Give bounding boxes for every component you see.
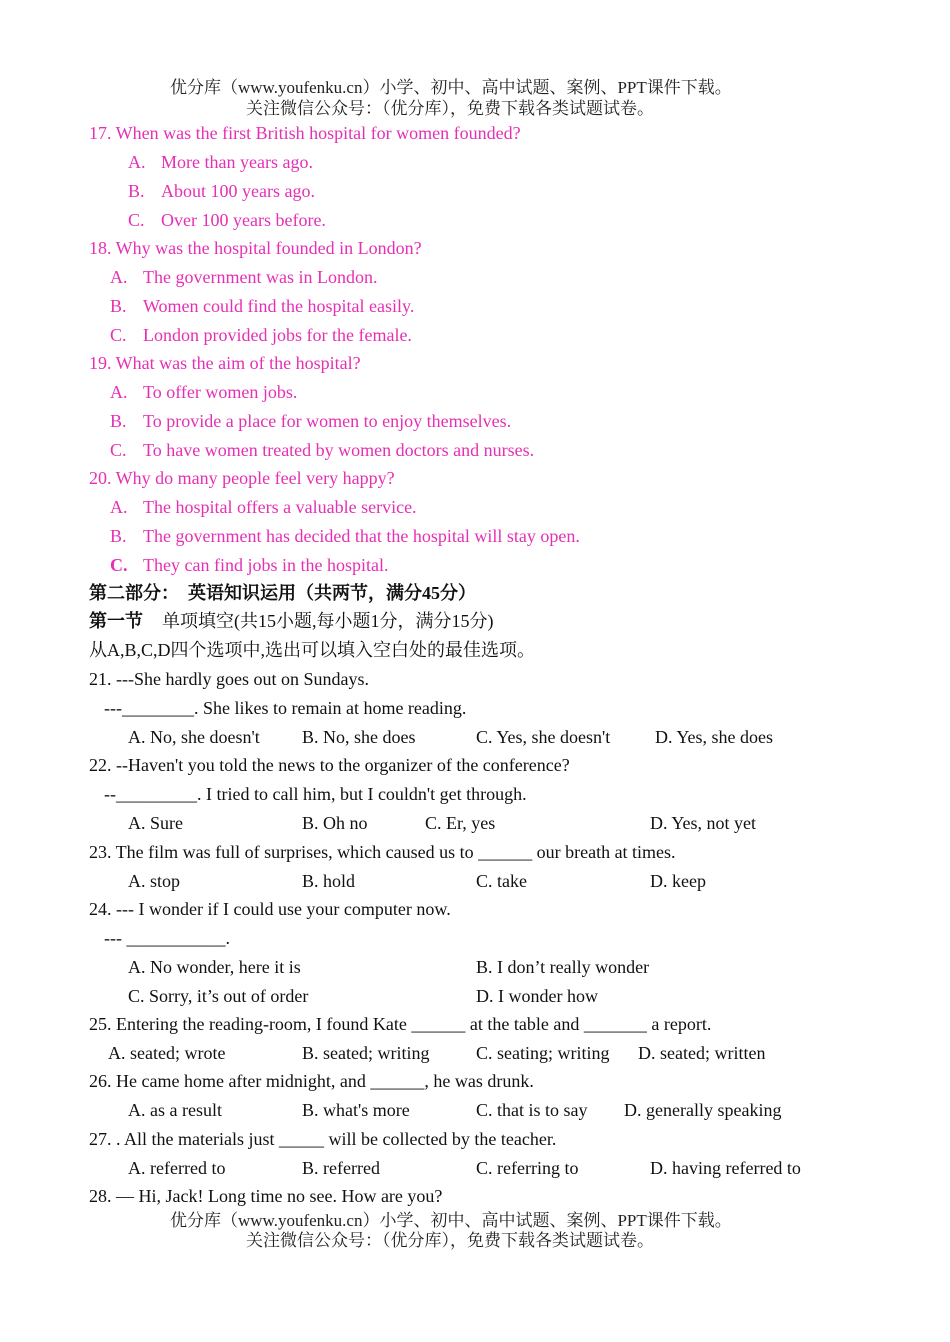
- q18-option-a-letter: A.: [110, 267, 128, 287]
- q24-option-a: A. No wonder, here it is: [128, 957, 301, 977]
- q20-option-b: The government has decided that the hospital will stay open.: [143, 526, 580, 546]
- q26-option-c: C. that is to say: [476, 1100, 588, 1120]
- footer-line-2: 关注微信公众号：（优分库），免费下载各类试题试卷。: [246, 1231, 654, 1250]
- q26-option-a: A. as a result: [128, 1100, 222, 1120]
- question-19-stem: 19. What was the aim of the hospital?: [89, 353, 361, 373]
- q18-option-c: London provided jobs for the female.: [143, 325, 412, 345]
- q25-option-a: A. seated; wrote: [108, 1043, 226, 1063]
- q27-option-c: C. referring to: [476, 1158, 579, 1178]
- q17-option-b: About 100 years ago.: [161, 181, 315, 201]
- q22-option-d: D. Yes, not yet: [650, 813, 757, 833]
- q23-option-b: B. hold: [302, 871, 356, 891]
- q23-option-a: A. stop: [128, 871, 181, 891]
- q19-option-b: To provide a place for women to enjoy themselves.: [143, 411, 512, 431]
- q25-option-d: D. seated; written: [638, 1043, 766, 1063]
- q20-option-c: They can find jobs in the hospital.: [143, 555, 389, 575]
- q21-option-a: A. No, she doesn't: [128, 727, 260, 747]
- question-18-stem: 18. Why was the hospital founded in London?: [89, 238, 422, 258]
- q23-option-d: D. keep: [650, 871, 706, 891]
- section-1-description: 单项填空(共15小题,每小题1分，满分15分): [162, 611, 494, 631]
- q17-option-b-letter: B.: [128, 181, 145, 201]
- header-line-1: 优分库（www.youfenku.cn）小学、初中、高中试题、案例、PPT课件下载。: [170, 78, 732, 97]
- part-2-title: 第二部分： 英语知识运用（共两节，满分45分）: [89, 583, 476, 603]
- q19-option-c-letter: C.: [110, 440, 127, 460]
- q19-option-a-letter: A.: [110, 382, 128, 402]
- section-instruction: 从A,B,C,D四个选项中,选出可以填入空白处的最佳选项。: [89, 640, 536, 660]
- q24-option-b: B. I don’t really wonder: [476, 957, 650, 977]
- q20-option-c-letter: C.: [110, 555, 128, 575]
- q27-option-b: B. referred: [302, 1158, 380, 1178]
- q25-option-b: B. seated; writing: [302, 1043, 430, 1063]
- question-28-stem: 28. — Hi, Jack! Long time no see. How are you?: [89, 1186, 443, 1206]
- q22-option-a: A. Sure: [128, 813, 183, 833]
- q19-option-c: To have women treated by women doctors and nurses.: [143, 440, 535, 460]
- q17-option-a-letter: A.: [128, 152, 146, 172]
- q25-option-c: C. seating; writing: [476, 1043, 610, 1063]
- q18-option-b-letter: B.: [110, 296, 127, 316]
- q17-option-c-letter: C.: [128, 210, 145, 230]
- q23-option-c: C. take: [476, 871, 527, 891]
- question-26-stem: 26. He came home after midnight, and ______, he was drunk.: [89, 1071, 534, 1091]
- question-22-stem: 22. --Haven't you told the news to the organizer of the conference?: [89, 755, 570, 775]
- q18-option-b: Women could find the hospital easily.: [143, 296, 415, 316]
- q20-option-b-letter: B.: [110, 526, 127, 546]
- question-27-stem: 27. . All the materials just _____ will be collected by the teacher.: [89, 1129, 557, 1149]
- q17-option-a: More than years ago.: [161, 152, 313, 172]
- header-line-2: 关注微信公众号：（优分库），免费下载各类试题试卷。: [246, 99, 654, 118]
- question-17-stem: 17. When was the first British hospital for women founded?: [89, 123, 521, 143]
- q20-option-a: The hospital offers a valuable service.: [143, 497, 417, 517]
- question-21-reply: ---________. She likes to remain at home reading.: [104, 698, 467, 718]
- q18-option-a: The government was in London.: [143, 267, 378, 287]
- q18-option-c-letter: C.: [110, 325, 127, 345]
- question-22-reply: --_________. I tried to call him, but I couldn't get through.: [104, 784, 527, 804]
- q19-option-b-letter: B.: [110, 411, 127, 431]
- question-23-stem: 23. The film was full of surprises, which caused us to ______ our breath at times.: [89, 842, 676, 862]
- q21-option-b: B. No, she does: [302, 727, 416, 747]
- q21-option-d: D. Yes, she does: [655, 727, 774, 747]
- question-25-stem: 25. Entering the reading-room, I found Kate ______ at the table and _______ a report.: [89, 1014, 712, 1034]
- q20-option-a-letter: A.: [110, 497, 128, 517]
- q26-option-b: B. what's more: [302, 1100, 410, 1120]
- footer-line-1: 优分库（www.youfenku.cn）小学、初中、高中试题、案例、PPT课件下载。: [170, 1211, 732, 1230]
- q17-option-c: Over 100 years before.: [161, 210, 326, 230]
- question-24-reply: --- ___________.: [104, 928, 230, 948]
- q24-option-d: D. I wonder how: [476, 986, 598, 1006]
- q21-option-c: C. Yes, she doesn't: [476, 727, 611, 747]
- section-1-label: 第一节: [89, 611, 143, 631]
- q27-option-a: A. referred to: [128, 1158, 226, 1178]
- q22-option-b: B. Oh no: [302, 813, 368, 833]
- q27-option-d: D. having referred to: [650, 1158, 801, 1178]
- q26-option-d: D. generally speaking: [624, 1100, 782, 1120]
- q22-option-c: C. Er, yes: [425, 813, 496, 833]
- question-21-stem: 21. ---She hardly goes out on Sundays.: [89, 669, 369, 689]
- q24-option-c: C. Sorry, it’s out of order: [128, 986, 309, 1006]
- q19-option-a: To offer women jobs.: [143, 382, 298, 402]
- question-24-stem: 24. --- I wonder if I could use your computer now.: [89, 899, 451, 919]
- question-20-stem: 20. Why do many people feel very happy?: [89, 468, 395, 488]
